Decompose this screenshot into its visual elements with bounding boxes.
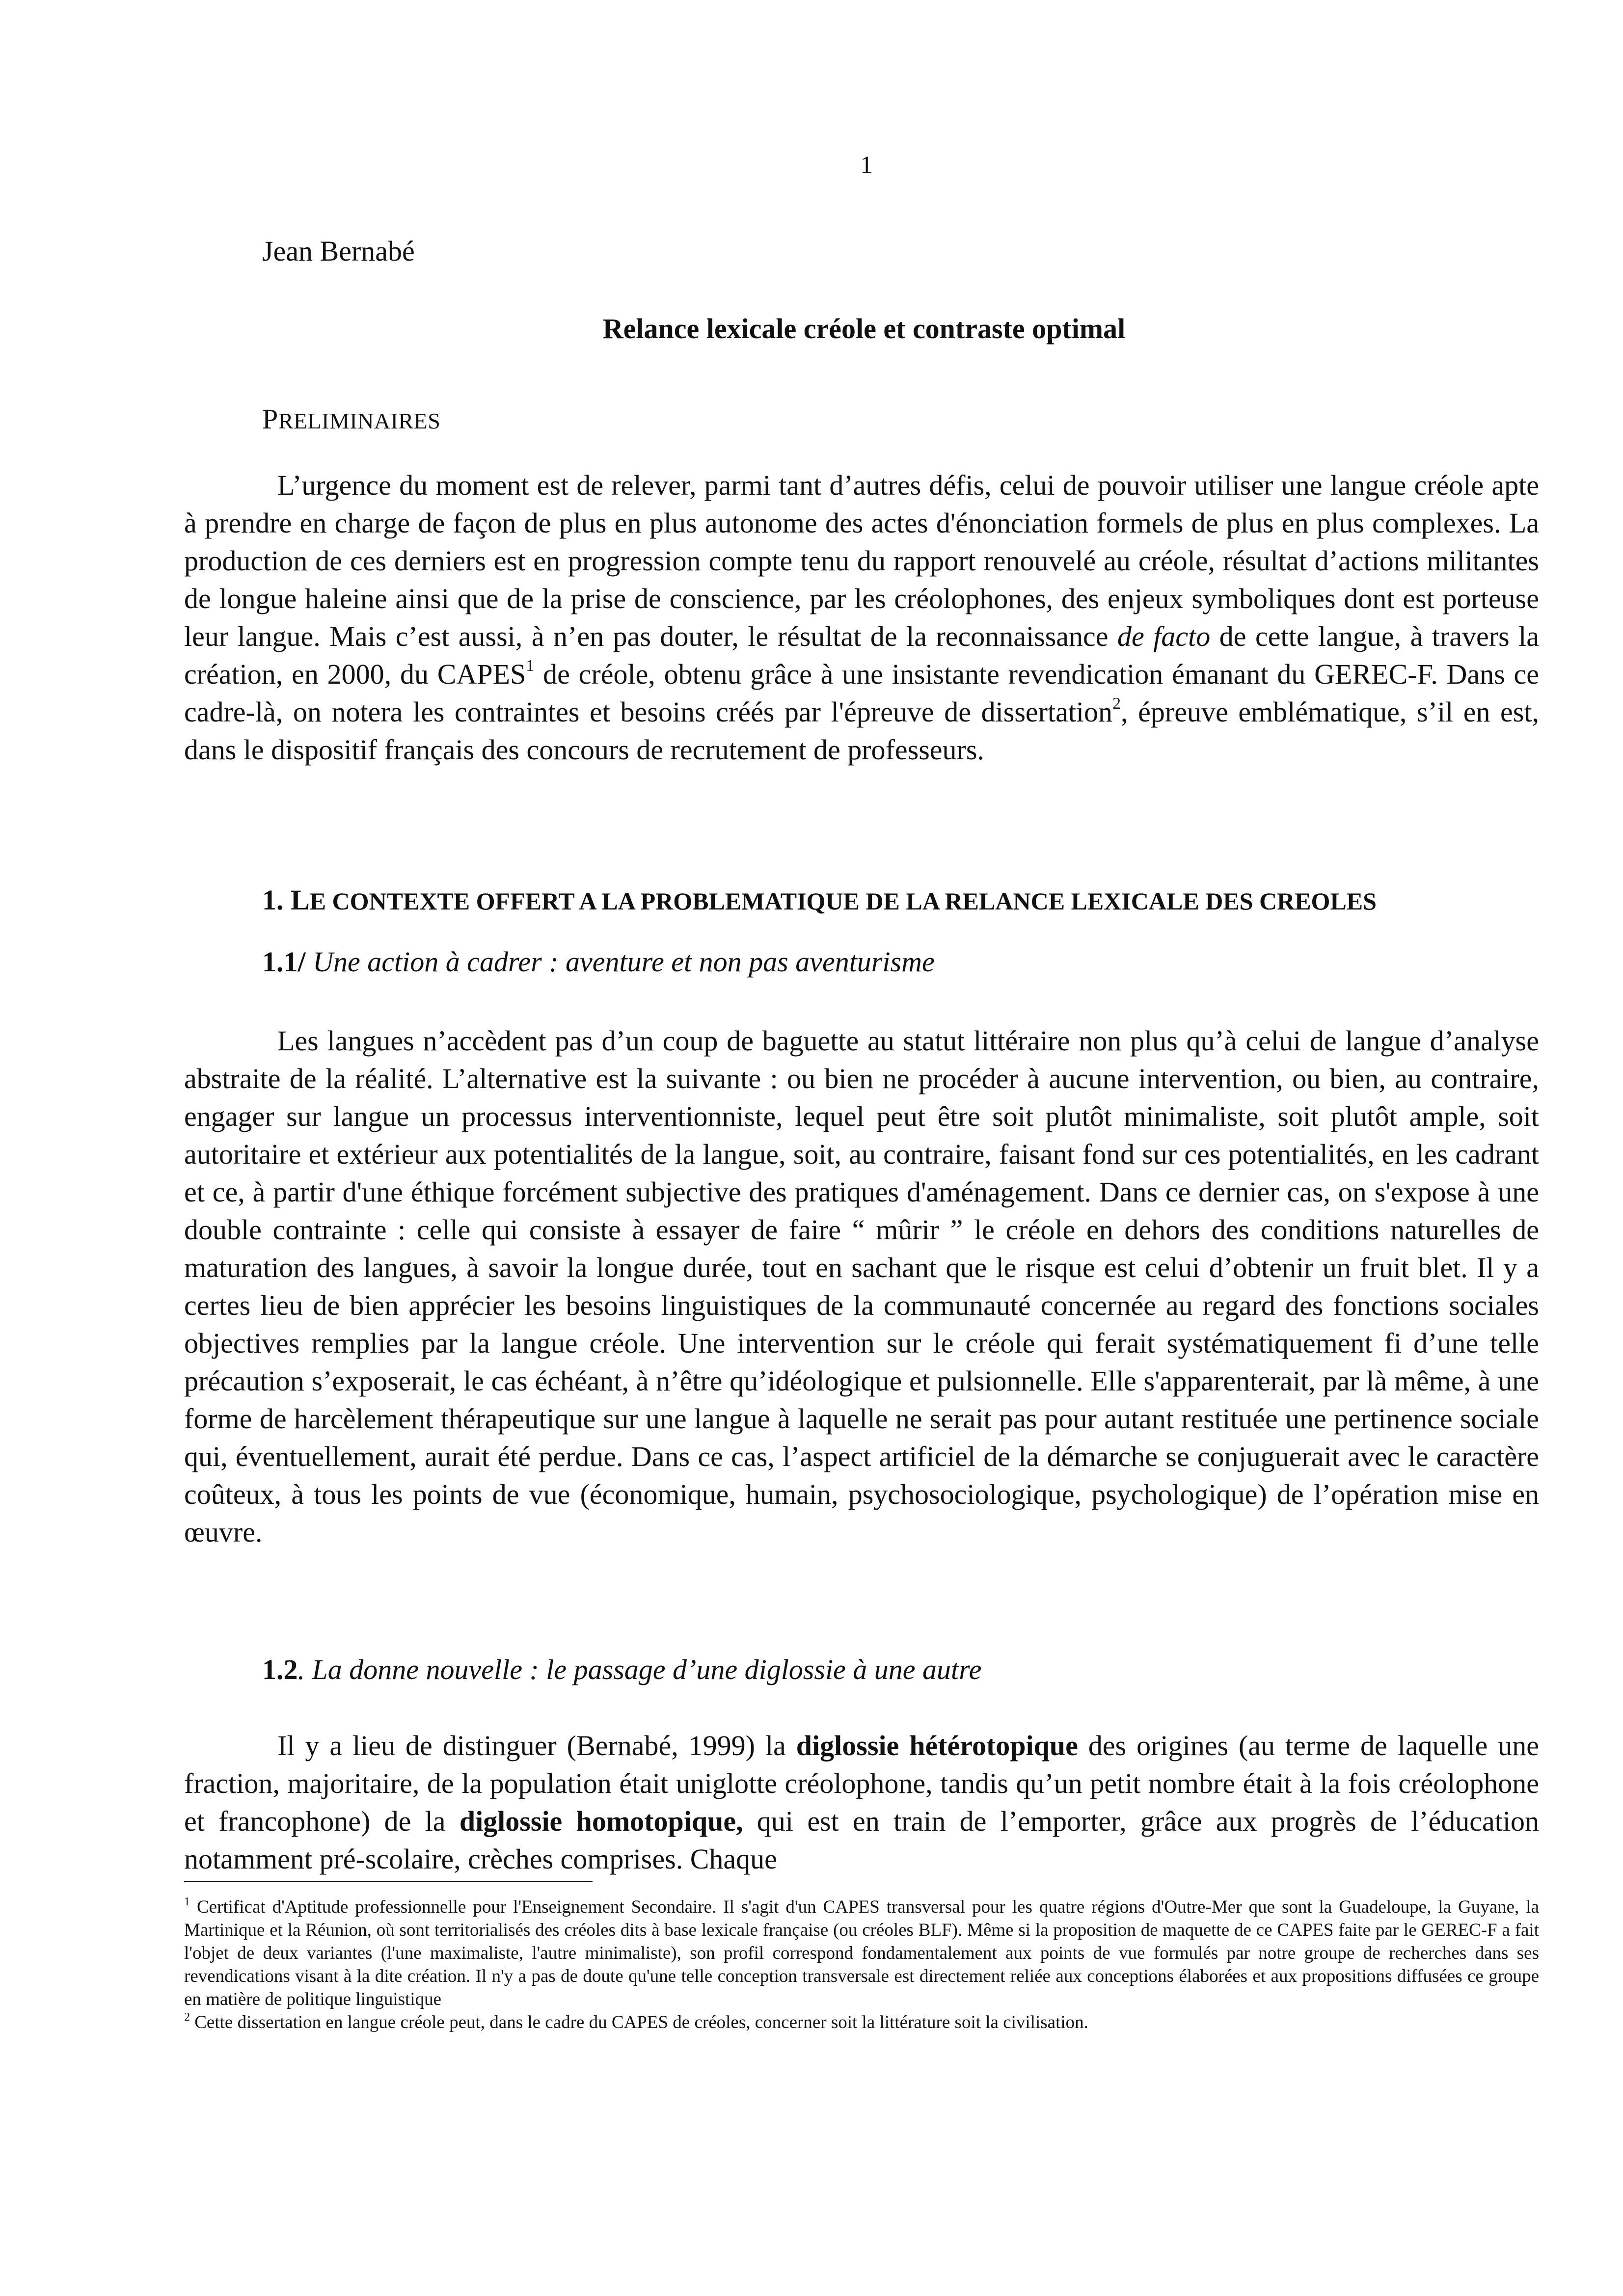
heading-number: 1.1/ — [262, 946, 306, 978]
author-name: Jean Bernabé — [262, 235, 415, 267]
paragraph-text: Les langues n’accèdent pas d’un coup de baguette au statut littéraire non plus qu’à celui de langue d’analyse abstraite de la réalité. L’alternative est la suivante : ou bien ne procéder à aucune intervention, ou bien, au contraire, engager sur langue un processus interventionniste, lequel peut être soit plutôt minimaliste, soit plutôt ample, soit autoritaire et extérieur aux potentialités de la langue, soit, au contraire, faisant fond sur ces potentialités, en les cadrant et ce, à partir d'une éthique forcément subjective des pratiques d'aménagement. Dans ce dernier cas, on s'expose à une double contrainte : celle qui consiste à essayer de faire “ mûrir ” le créole en dehors des conditions naturelles de maturation des langues, à savoir la longue durée, tout en sachant que le risque est celui d’obtenir un fruit blet. Il y a certes lieu de bien apprécier les besoins linguistiques de la communauté concernée au regard des fonctions sociales objectives remplies par la langue créole. Une intervention sur le créole qui ferait systématiquement fi d’une telle précaution s’exposerait, le cas échéant, à n’être qu’idéologique et pulsionnelle. Elle s'apparenterait, par là même, à une forme de harcèlement thérapeutique sur une langue à laquelle ne serait pas pour autant restituée une pertinence sociale qui, éventuellement, aurait été perdue. Dans ce cas, l’aspect artificiel de la démarche se conjuguerait avec le caractère coûteux, à tous les points de vue (économique, humain, psychosociologique, psychologique) de l’opération mise en œuvre. — [184, 1025, 1539, 1548]
heading-initial: L — [291, 884, 310, 916]
italic-text: de facto — [1117, 620, 1211, 652]
footnote-marker: 1 — [184, 1896, 190, 1908]
heading-text: Une action à cadrer : aventure et non pas aventurisme — [305, 946, 935, 978]
heading-text: . La donne nouvelle : le passage d’une diglossie à une autre — [298, 1654, 982, 1685]
paragraph-text: qui est en train de l’emporter, grâce aux progrès de l’éducation notamment pré-scolaire, crèches comprises. Chaque — [184, 1805, 1539, 1875]
paragraph-1-2 — [184, 1727, 1539, 1878]
footnotes — [184, 1896, 1539, 2034]
heading-smallcaps: RELIMINAIRES — [278, 408, 441, 433]
paragraph-1-1 — [184, 1022, 1539, 1551]
paragraph-text: des origines (au terme de laquelle une fraction, majoritaire, de la population était uniglotte créolophone, tandis qu’un petit nombre était à la fois créolophone et francophone) de la — [184, 1730, 1539, 1837]
footnote-1 — [184, 1896, 1539, 2011]
footnote-separator — [184, 1881, 593, 1882]
section-heading-1 — [262, 883, 1377, 916]
footnote-text: Cette dissertation en langue créole peut, dans le cadre du CAPES de créoles, concerner soit la littérature soit la civilisation. — [190, 2012, 1088, 2032]
bold-term: diglossie homotopique, — [459, 1805, 743, 1837]
footnote-text: Certificat d'Aptitude professionnelle pour l'Enseignement Secondaire. Il s'agit d'un CAPES transversal pour les quatre régions d'Outre-Mer que sont la Guadeloupe, la Guyane, la Martinique et la Réunion, où sont territorialisés des créoles dits à base lexicale française (ou créoles BLF). Même si la proposition de maquette de ce CAPES faite par le GEREC-F a fait l'objet de deux variantes (l'une maximaliste, l'autre minimaliste), son profil correspond fondamentalement aux points de vue formulés par notre groupe de recherches dans ses revendications visant à la dite création. Il n'y a pas de doute qu'une telle conception transversale est directement reliée aux conceptions élaborées et aux propositions diffusées ce groupe en matière de politique linguistique — [184, 1897, 1539, 2009]
paragraph-text: Il y a lieu de distinguer (Bernabé, 1999) la — [277, 1730, 796, 1762]
heading-initial: P — [262, 403, 278, 435]
footnote-ref-1[interactable]: 1 — [526, 657, 535, 675]
heading-number: 1.2 — [262, 1654, 298, 1685]
paragraph-preliminaires — [184, 466, 1539, 769]
footnote-marker: 2 — [184, 2011, 190, 2024]
paragraph-text: , épreuve emblématique, s’il en est, dans le dispositif français des concours de recrutement de professeurs. — [184, 696, 1539, 766]
section-heading-preliminaires — [262, 402, 440, 435]
document-title: Relance lexicale créole et contraste optimal — [602, 313, 1126, 345]
paragraph-text: L’urgence du moment est de relever, parmi tant d’autres défis, celui de pouvoir utiliser une langue créole apte à prendre en charge de façon de plus en plus autonome des actes d'énonciation formels de plus en plus complexes. La production de ces derniers est en progression compte tenu du rapport renouvelé au créole, résultat d’actions militantes de longue haleine ainsi que de la prise de conscience, par les créolophones, des enjeux symboliques dont est porteuse leur langue. Mais c’est aussi, à n’en pas douter, le résultat de la reconnaissance — [184, 469, 1539, 652]
footnote-2 — [184, 2011, 1539, 2034]
paragraph-text: de créole, obtenu grâce à une insistante revendication émanant du GEREC-F. Dans ce cadre-là, on notera les contraintes et besoins créés par l'épreuve de dissertation — [184, 658, 1539, 728]
subsection-heading-1-1 — [262, 945, 935, 978]
paragraph-text: de cette langue, à travers la création, en 2000, du CAPES — [184, 620, 1540, 690]
heading-number: 1. — [262, 884, 291, 916]
subsection-heading-1-2 — [262, 1653, 981, 1686]
bold-term: diglossie hétérotopique — [796, 1730, 1078, 1762]
heading-smallcaps: E CONTEXTE OFFERT A LA PROBLEMATIQUE DE LA RELANCE LEXICALE DES CREOLES — [309, 887, 1377, 915]
page-number: 1 — [860, 151, 873, 178]
footnote-ref-2[interactable]: 2 — [1112, 694, 1121, 713]
